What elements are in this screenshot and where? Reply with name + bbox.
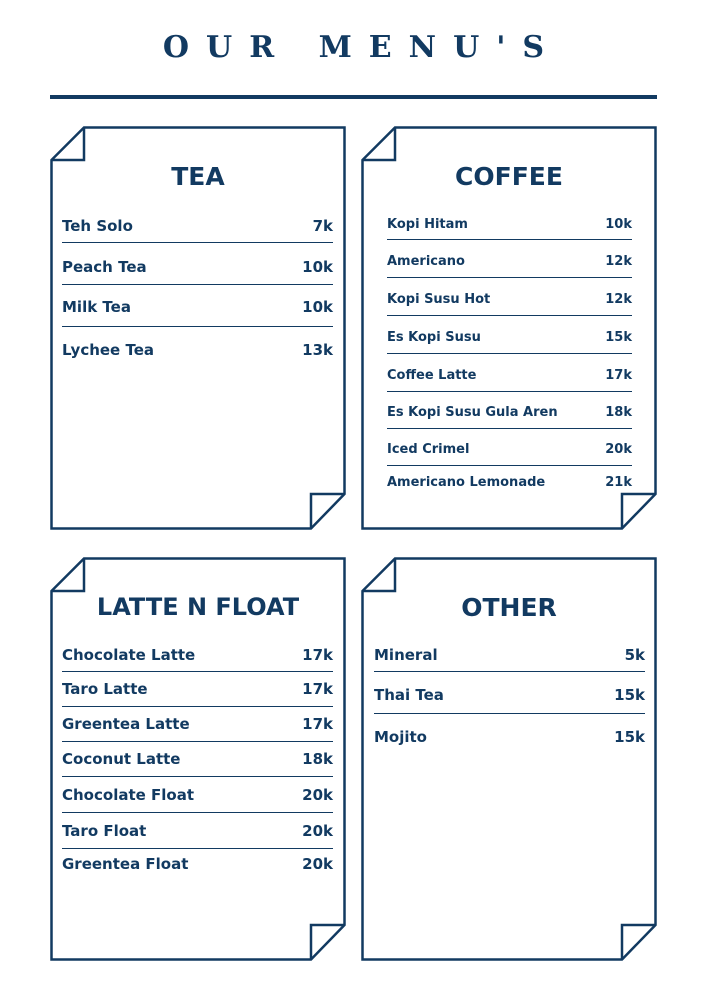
list-item [62, 777, 333, 813]
list-item [62, 742, 333, 777]
item-name: Mojito [374, 728, 427, 746]
list-item [62, 672, 333, 707]
list-item [62, 813, 333, 849]
item-price: 15k [605, 330, 632, 345]
item-price: 20k [605, 442, 632, 457]
page-title: OUR MENU'S [162, 30, 562, 65]
item-name: Taro Latte [62, 680, 148, 698]
list-item [62, 243, 333, 285]
list-item [374, 672, 645, 714]
list-item [387, 278, 632, 316]
list-item [374, 640, 645, 672]
item-price: 15k [614, 728, 645, 746]
item-price: 18k [302, 750, 333, 768]
section-heading: OTHER [461, 593, 557, 622]
item-price: 17k [605, 368, 632, 383]
item-name: Kopi Susu Hot [387, 292, 491, 307]
item-name: Coffee Latte [387, 368, 477, 383]
item-name: Americano [387, 254, 465, 269]
menu-card-latte-n-float [50, 557, 346, 961]
item-name: Mineral [374, 646, 438, 664]
item-name: Lychee Tea [62, 341, 154, 359]
title-divider [50, 95, 657, 99]
item-name: Teh Solo [62, 217, 133, 235]
menu-card-tea [50, 126, 346, 530]
item-price: 15k [614, 686, 645, 704]
list-item [62, 640, 333, 672]
item-price: 7k [312, 217, 333, 235]
list-item [387, 240, 632, 278]
item-name: Coconut Latte [62, 750, 181, 768]
list-item [374, 714, 645, 752]
item-price: 18k [605, 405, 632, 420]
item-list [62, 206, 333, 365]
item-price: 5k [624, 646, 645, 664]
section-heading: COFFEE [455, 162, 563, 191]
item-price: 21k [605, 475, 632, 490]
list-item [62, 849, 333, 879]
list-item [387, 429, 632, 466]
list-item [387, 466, 632, 496]
item-name: Iced Crimel [387, 442, 470, 457]
item-price: 12k [605, 254, 632, 269]
item-price: 20k [302, 822, 333, 840]
item-price: 17k [302, 715, 333, 733]
menu-card-other [361, 557, 657, 961]
item-name: Thai Tea [374, 686, 444, 704]
list-item [62, 285, 333, 327]
item-price: 10k [605, 217, 632, 232]
menu-card-coffee [361, 126, 657, 530]
list-item [62, 206, 333, 243]
item-name: Americano Lemonade [387, 475, 546, 490]
list-item [62, 707, 333, 742]
item-price: 20k [302, 855, 333, 873]
item-name: Es Kopi Susu Gula Aren [387, 405, 558, 420]
item-name: Es Kopi Susu [387, 330, 481, 345]
section-heading: LATTE N FLOAT [96, 593, 300, 621]
item-name: Greentea Float [62, 855, 189, 873]
item-price: 20k [302, 786, 333, 804]
item-price: 10k [302, 298, 333, 316]
item-price: 13k [302, 341, 333, 359]
item-name: Kopi Hitam [387, 217, 468, 232]
item-list [62, 640, 333, 879]
item-name: Taro Float [62, 822, 147, 840]
item-name: Chocolate Latte [62, 646, 196, 664]
item-list [374, 640, 645, 752]
item-name: Greentea Latte [62, 715, 190, 733]
list-item [387, 316, 632, 354]
item-name: Peach Tea [62, 258, 147, 276]
item-price: 17k [302, 680, 333, 698]
section-heading: TEA [171, 162, 225, 191]
item-list [387, 208, 632, 496]
item-price: 17k [302, 646, 333, 664]
item-name: Chocolate Float [62, 786, 195, 804]
item-name: Milk Tea [62, 298, 131, 316]
list-item [62, 327, 333, 365]
list-item [387, 208, 632, 240]
list-item [387, 392, 632, 429]
list-item [387, 354, 632, 392]
item-price: 12k [605, 292, 632, 307]
item-price: 10k [302, 258, 333, 276]
